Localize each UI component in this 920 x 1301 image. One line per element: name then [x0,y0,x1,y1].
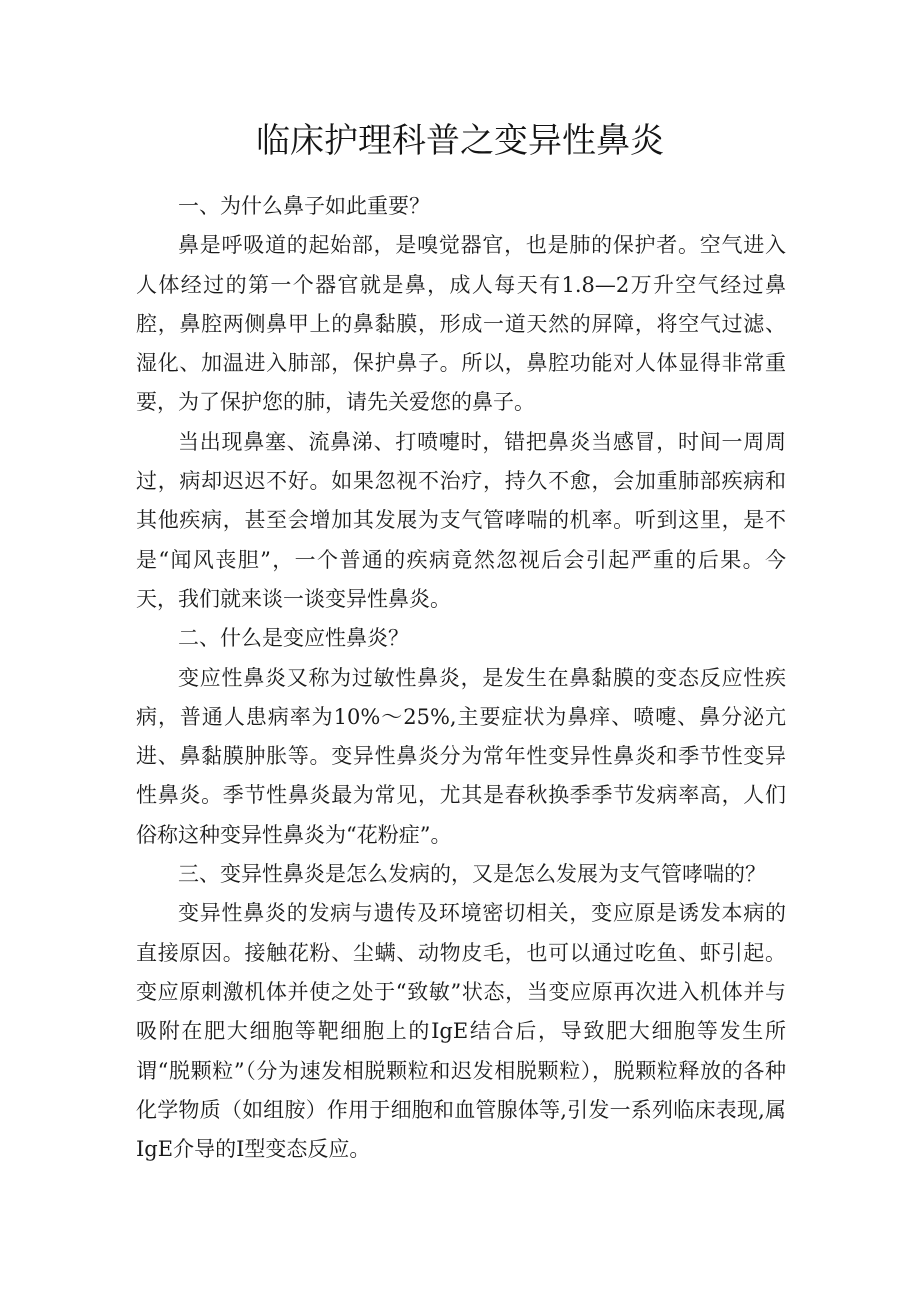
paragraph: 鼻是呼吸道的起始部，是嗅觉器官，也是肺的保护者。空气进入人体经过的第一个器官就是鼻，成人每天有1.8—2万升空气经过鼻腔，鼻腔两侧鼻甲上的鼻黏膜，形成一道天然的屏障，将空气过滤、湿化、加温进入肺部，保护鼻子。所以，鼻腔功能对人体显得非常重要，为了保护您的肺，请先关爱您的鼻子。 [136,233,786,415]
paragraph: 变异性鼻炎的发病与遗传及环境密切相关，变应原是诱发本病的直接原因。接触花粉、尘螨、动物皮毛，也可以通过吃鱼、虾引起。变应原刺激机体并使之处于“致敏”状态，当变应原再次进入机体并与吸附在肥大细胞等靶细胞上的IgE结合后，导致肥大细胞等发生所谓“脱颗粒”（分为速发相脱颗粒和迟发相脱颗粒），脱颗粒释放的各种化学物质（如组胺）作用于细胞和血管腺体等,引发一系列临床表现,属IgE介导的I型变态反应。 [136,901,786,1162]
section-heading-3: 三、变异性鼻炎是怎么发病的，又是怎么发展为支气管哮喘的？ [178,862,766,887]
paragraph: 变应性鼻炎又称为过敏性鼻炎，是发生在鼻黏膜的变态反应性疾病，普通人患病率为10%～25%,主要症状为鼻痒、喷嚏、鼻分泌亢进、鼻黏膜肿胀等。变异性鼻炎分为常年性变异性鼻炎和季节性变异性鼻炎。季节性鼻炎最为常见，尤其是春秋换季季节发病率高，人们俗称这种变异性鼻炎为“花粉症”。 [136,665,786,847]
section-heading-2: 二、什么是变应性鼻炎？ [178,626,409,651]
document-title: 临床护理科普之变异性鼻炎 [256,121,664,161]
paragraph: 当出现鼻塞、流鼻涕、打喷嚏时，错把鼻炎当感冒，时间一周周过，病却迟迟不好。如果忽视不治疗，持久不愈，会加重肺部疾病和其他疾病，甚至会增加其发展为支气管哮喘的机率。听到这里，是不是“闻风丧胆”，一个普通的疾病竟然忽视后会引起严重的后果。今天，我们就来谈一谈变异性鼻炎。 [136,429,786,611]
document-body [136,187,786,1169]
section-heading-1: 一、为什么鼻子如此重要？ [178,194,430,218]
